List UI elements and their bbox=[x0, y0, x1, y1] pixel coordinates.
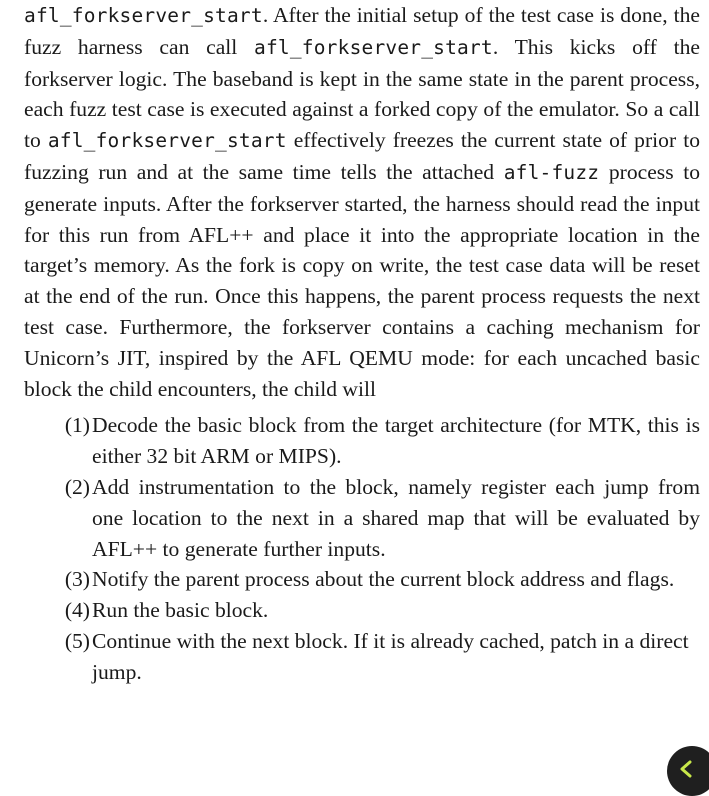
step-number: (2) bbox=[64, 474, 90, 499]
inline-code-forkserver-call-2: afl_forkserver_start bbox=[47, 129, 287, 153]
step-text: Continue with the next block. If it is already cached, patch in a direct jump. bbox=[92, 628, 689, 684]
paragraph-text-2: . This kicks off the forkserver logic. The baseband is kept in the same state in the parent process, each fuzz test case is executed against a forked copy of the emulator. So a call to bbox=[24, 34, 700, 153]
list-item bbox=[24, 626, 700, 688]
step-text: Notify the parent process about the current block address and flags. bbox=[92, 567, 675, 592]
list-item bbox=[24, 410, 700, 472]
steps-list bbox=[24, 410, 700, 687]
inline-code-afl-fuzz: afl-fuzz bbox=[503, 160, 600, 184]
paragraph-text-4: process to generate inputs. After the forkserver started, the harness should read the input for this run from AFL++ and place it into the appropriate location in the target’s memory. As the fork is copy on write, the test case data will be reset at the end of the run. Once this happens, the parent process requests the next test case. Furthermore, the forkserver contains a caching mechanism for Unicorn’s JIT, inspired by the AFL QEMU mode: for each uncached basic block the child encounters, the child will bbox=[24, 159, 700, 401]
list-item bbox=[24, 595, 700, 626]
step-number: (4) bbox=[64, 598, 90, 623]
chevron-left-icon bbox=[679, 760, 693, 778]
step-text: Run the basic block. bbox=[92, 598, 269, 623]
paragraph-text-1: . After the initial setup of the test case is done, the fuzz harness can call bbox=[24, 3, 700, 59]
step-number: (3) bbox=[64, 567, 90, 592]
step-number: (1) bbox=[64, 413, 90, 438]
body-paragraph bbox=[24, 0, 700, 404]
list-item bbox=[24, 472, 700, 564]
step-number: (5) bbox=[64, 628, 90, 653]
inline-code-forkserver-call: afl_forkserver_start bbox=[254, 35, 493, 59]
list-item bbox=[24, 564, 700, 595]
inline-code-forkserver-start: afl_forkserver_start bbox=[24, 4, 263, 27]
back-nav-button[interactable] bbox=[667, 746, 709, 796]
step-text: Add instrumentation to the block, namely register each jump from one location to the next in a shared map that will be evaluated by AFL++ to generate further inputs. bbox=[92, 474, 700, 561]
document-page bbox=[24, 0, 700, 688]
step-text: Decode the basic block from the target architecture (for MTK, this is either 32 bit ARM or MIPS). bbox=[92, 413, 700, 469]
paragraph-text-3: effectively freezes the current state of prior to fuzzing run and at the same time tells the attached bbox=[24, 128, 700, 184]
